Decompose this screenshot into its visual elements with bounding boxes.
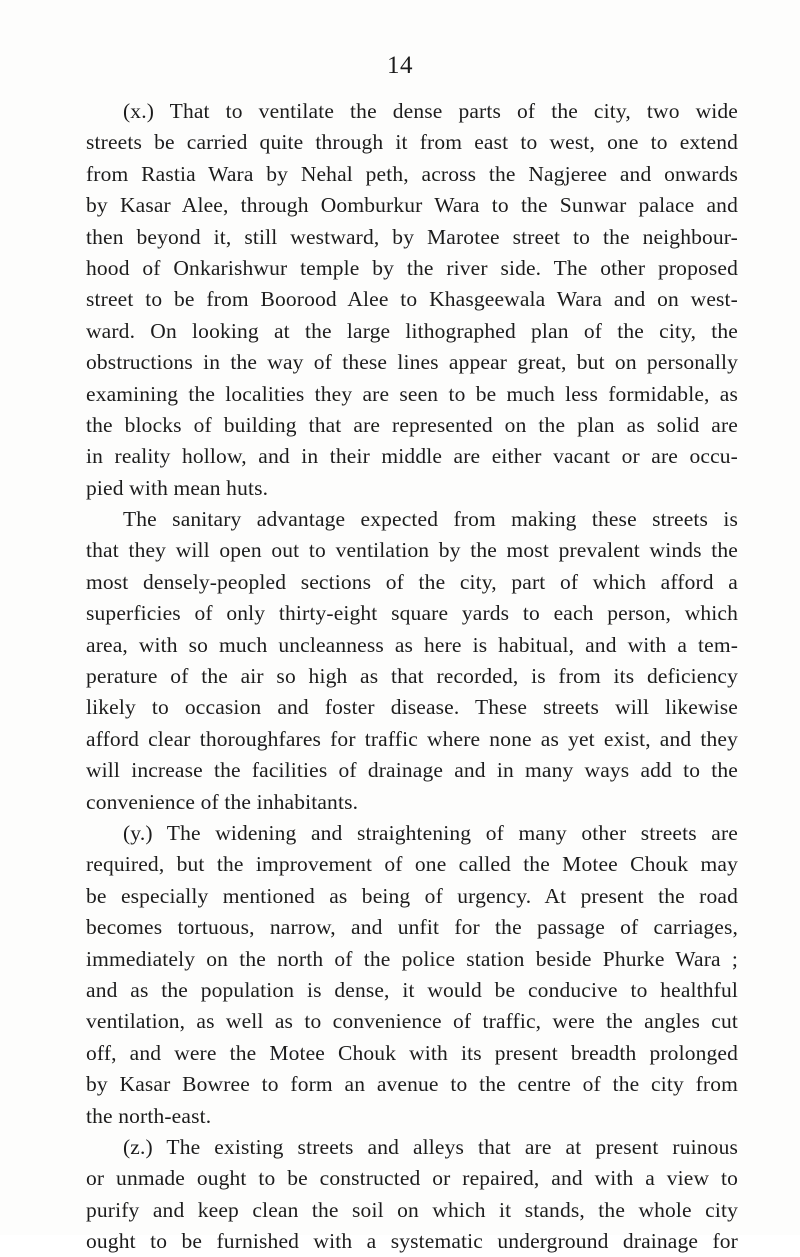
text-line: will increase the facilities of drainage and in many ways add to the <box>86 758 738 783</box>
text-line: the north-east. <box>86 1103 212 1128</box>
text-line: obstructions in the way of these lines appear great, but on personally <box>86 350 738 375</box>
text-line: or unmade ought to be constructed or repaired, and with a view to <box>86 1166 738 1191</box>
text-line: by Kasar Alee, through Oomburkur Wara to the Sunwar palace and <box>86 193 738 218</box>
text-line: then beyond it, still westward, by Marotee street to the neighbour- <box>86 224 738 249</box>
text-line: be especially mentioned as being of urgency. At present the road <box>86 883 738 908</box>
text-line: convenience of the inhabitants. <box>86 789 359 814</box>
text-line: area, with so much uncleanness as here is habitual, and with a tem- <box>86 632 738 657</box>
text-line: (z.) The existing streets and alleys that are at present ruinous <box>123 1134 738 1159</box>
text-line: perature of the air so high as that recorded, is from its deficiency <box>86 664 738 689</box>
text-line: likely to occasion and foster disease. These streets will likewise <box>86 695 738 720</box>
text-line: from Rastia Wara by Nehal peth, across the Nagjeree and onwards <box>86 161 738 186</box>
text-line: becomes tortuous, narrow, and unfit for the passage of carriages, <box>86 915 738 940</box>
page-number: 14 <box>387 52 413 79</box>
body-text <box>86 96 738 1257</box>
text-line: ought to be furnished with a systematic underground drainage for <box>86 1229 738 1254</box>
text-line: superficies of only thirty-eight square yards to each person, which <box>86 601 738 626</box>
text-line: required, but the improvement of one called the Motee Chouk may <box>86 852 738 877</box>
text-line: hood of Onkarishwur temple by the river side. The other proposed <box>86 255 738 280</box>
text-line: (y.) The widening and straightening of many other streets are <box>123 820 738 845</box>
text-line: The sanitary advantage expected from making these streets is <box>123 507 738 532</box>
text-line: by Kasar Bowree to form an avenue to the centre of the city from <box>86 1072 738 1097</box>
text-line: examining the localities they are seen to be much less formidable, as <box>86 381 738 406</box>
text-line: most densely-peopled sections of the city, part of which afford a <box>86 569 738 594</box>
text-line: afford clear thoroughfares for traffic where none as yet exist, and they <box>86 726 738 751</box>
text-line: and as the population is dense, it would be conducive to healthful <box>86 977 738 1002</box>
text-line: purify and keep clean the soil on which it stands, the whole city <box>86 1197 738 1222</box>
text-line: street to be from Boorood Alee to Khasgeewala Wara and on west- <box>86 287 738 312</box>
text-line: ventilation, as well as to convenience of traffic, were the angles cut <box>86 1009 738 1034</box>
text-line: immediately on the north of the police station beside Phurke Wara ; <box>86 946 738 971</box>
text-line: in reality hollow, and in their middle are either vacant or are occu- <box>86 444 738 469</box>
text-line: off, and were the Motee Chouk with its present breadth prolonged <box>86 1040 738 1065</box>
text-line: streets be carried quite through it from east to west, one to extend <box>86 130 738 155</box>
text-line: the blocks of building that are represented on the plan as solid are <box>86 412 738 437</box>
text-line: ward. On looking at the large lithographed plan of the city, the <box>86 318 738 343</box>
text-line: (x.) That to ventilate the dense parts of the city, two wide <box>123 99 738 123</box>
text-line: pied with mean huts. <box>86 475 269 500</box>
text-line: that they will open out to ventilation by the most prevalent winds the <box>86 538 738 563</box>
